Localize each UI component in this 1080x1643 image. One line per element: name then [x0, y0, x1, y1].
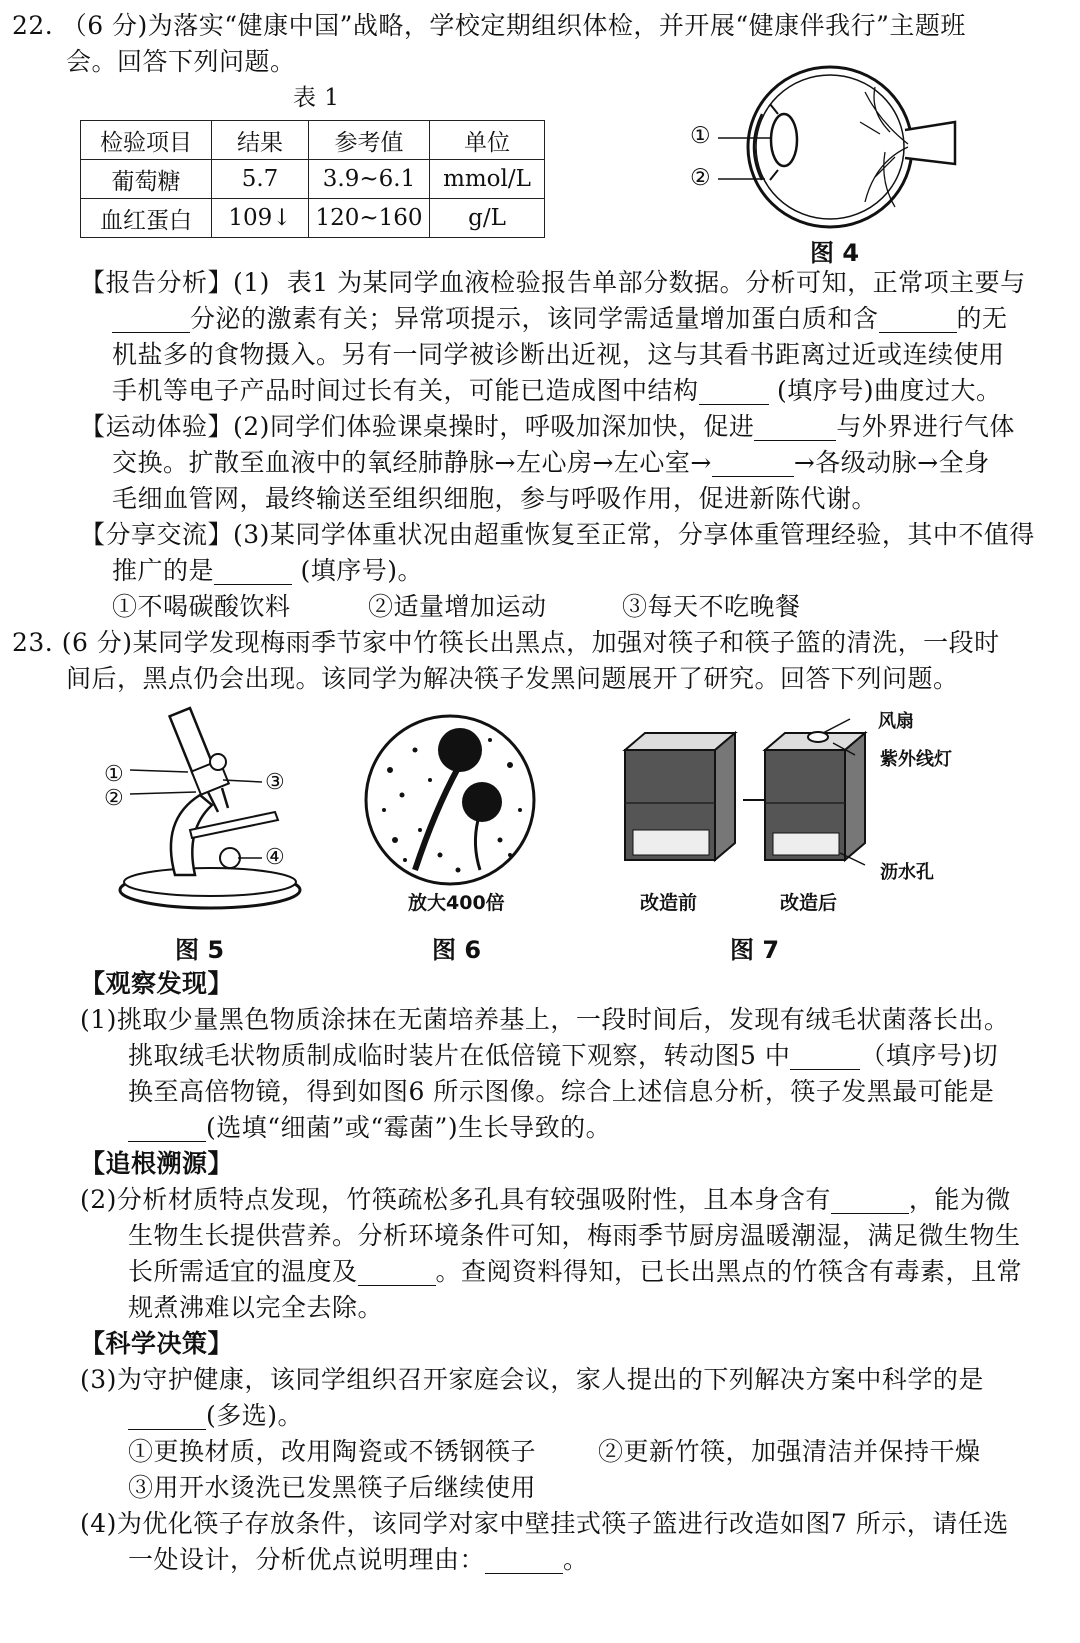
answer-blank[interactable] — [712, 452, 794, 477]
section-title-decide: 【科学决策】 — [80, 1329, 234, 1358]
text-span: 与外界进行气体 — [836, 412, 1015, 441]
eye-diagram — [680, 52, 980, 242]
answer-blank[interactable] — [128, 1117, 206, 1142]
table-header-cell: 结果 — [212, 121, 309, 160]
text-span: (填序号)。 — [292, 556, 423, 585]
table-header-row — [81, 121, 545, 160]
text-span: (填序号)曲度过大。 — [768, 376, 1002, 405]
fig5-marker: ③ — [265, 770, 286, 795]
answer-blank[interactable] — [699, 380, 769, 405]
q22-p3-line2 — [112, 553, 423, 589]
fig7-caption: 图 7 — [730, 936, 780, 964]
text-span: （填序号)切 — [860, 1041, 999, 1070]
text-span: 【运动体验】(2)同学们体验课桌操时，呼吸加深加快，促进 — [80, 412, 755, 441]
text-span: 长所需适宜的温度及 — [128, 1257, 358, 1286]
text-span: 挑取绒毛状物质制成临时装片在低倍镜下观察，转动图5 中 — [128, 1041, 791, 1070]
fig5-marker: ② — [104, 786, 125, 811]
text-span: →各级动脉→全身 — [793, 448, 990, 477]
q22-p1-line2 — [112, 301, 1008, 337]
fig4-marker: ② — [690, 165, 712, 191]
q22-p2-line1 — [80, 409, 1015, 445]
blood-test-table — [80, 120, 545, 238]
q23-s4-line1: (4)为优化筷子存放条件，该同学对家中壁挂式筷子篮进行改造如图7 所示，请任选 — [80, 1509, 1009, 1538]
table-cell: mmol/L — [430, 160, 545, 199]
q22-header-line1: 22. （6 分)为落实“健康中国”战略，学校定期组织体检，并开展“健康伴我行”主题班 — [12, 11, 966, 40]
fig7-after-label: 改造后 — [780, 892, 838, 914]
table-title: 表 1 — [293, 85, 340, 111]
table-cell: 5.7 — [212, 160, 309, 199]
q23-s1-line1: (1)挑取少量黑色物质涂抹在无菌培养基上，一段时间后，发现有绒毛状菌落长出。 — [80, 1005, 1010, 1034]
answer-blank[interactable] — [128, 1405, 206, 1430]
text-span: 。 — [563, 1545, 589, 1574]
text-span: (多选)。 — [206, 1401, 304, 1430]
fig4-caption: 图 4 — [810, 239, 860, 267]
fig5-marker: ④ — [265, 845, 286, 870]
q23-s2-line1 — [80, 1182, 1011, 1218]
table-row — [81, 160, 545, 199]
table-cell: 109↓ — [212, 199, 309, 238]
fig5-marker: ① — [104, 762, 125, 787]
q23-s3-line1: (3)为守护健康，该同学组织召开家庭会议，家人提出的下列解决方案中科学的是 — [80, 1365, 984, 1394]
section-title-trace: 【追根溯源】 — [80, 1149, 234, 1178]
text-span: ，能为微 — [908, 1185, 1011, 1214]
q22-p1-line3: 机盐多的食物摄入。另有一同学被诊断出近视，这与其看书距离过近或连续使用 — [112, 340, 1005, 369]
table-cell: 血红蛋白 — [81, 199, 212, 238]
text-span: 一处设计，分析优点说明理由： — [128, 1545, 486, 1574]
q23-s2-line3 — [128, 1254, 1022, 1290]
text-span: 分泌的激素有关；异常项提示，该同学需适量增加蛋白质和含 — [190, 304, 879, 333]
section-title-observe: 【观察发现】 — [80, 969, 234, 998]
q23-option-1: ①更换材质，改用陶瓷或不锈钢筷子 — [128, 1437, 537, 1466]
q22-p3-line1: 【分享交流】(3)某同学体重状况由超重恢复至正常，分享体重管理经验，其中不值得 — [80, 520, 1035, 549]
fig7-before-label: 改造前 — [640, 892, 698, 914]
table-row — [81, 199, 545, 238]
q23-header-line2: 间后，黑点仍会出现。该同学为解决筷子发黑问题展开了研究。回答下列问题。 — [66, 664, 959, 693]
table-cell: g/L — [430, 199, 545, 238]
answer-blank[interactable] — [754, 416, 836, 441]
fig5-caption: 图 5 — [175, 936, 225, 964]
q23-s1-line2 — [128, 1038, 998, 1074]
text-span: 。查阅资料得知，已长出黑点的竹筷含有毒素，且常 — [435, 1257, 1023, 1286]
q23-s1-line4 — [128, 1110, 611, 1146]
answer-blank[interactable] — [485, 1549, 563, 1574]
text-span: 的无 — [956, 304, 1008, 333]
answer-blank[interactable] — [879, 308, 957, 333]
q23-s3-line2 — [128, 1398, 303, 1434]
text-span: 推广的是 — [112, 556, 215, 585]
table-cell: 葡萄糖 — [81, 160, 212, 199]
fig6-caption: 图 6 — [432, 936, 482, 964]
table-header-cell: 检验项目 — [81, 121, 212, 160]
q23-option-2: ②更新竹筷，加强清洁并保持干燥 — [598, 1437, 981, 1466]
microscope-diagram — [100, 700, 310, 915]
q23-s4-line2 — [128, 1542, 589, 1578]
fig7-fan-label: 风扇 — [878, 711, 914, 732]
mold-micrograph — [360, 710, 540, 890]
q23-header-line1: 23. (6 分)某同学发现梅雨季节家中竹筷长出黑点，加强对筷子和筷子篮的清洗，一段时 — [12, 628, 1000, 657]
q22-p1-line1: 【报告分析】(1) 表1 为某同学血液检验报告单部分数据。分析可知，正常项主要与 — [80, 268, 1026, 297]
table-cell: 3.9~6.1 — [309, 160, 430, 199]
q22-option-3: ③每天不吃晚餐 — [622, 592, 801, 621]
answer-blank[interactable] — [214, 560, 292, 585]
text-span: 手机等电子产品时间过长有关，可能已造成图中结构 — [112, 376, 699, 405]
q23-s2-line2: 生物生长提供营养。分析环境条件可知，梅雨季节厨房温暖潮湿，满足微生物生 — [128, 1221, 1021, 1250]
fig7-drain-hole-label: 沥水孔 — [880, 862, 934, 883]
q22-option-1: ①不喝碳酸饮料 — [112, 592, 291, 621]
text-span: (2)分析材质特点发现，竹筷疏松多孔具有较强吸附性，且本身含有 — [80, 1185, 831, 1214]
q22-p2-line3: 毛细血管网，最终输送至组织细胞，参与呼吸作用，促进新陈代谢。 — [112, 484, 878, 513]
table-header-cell: 参考值 — [309, 121, 430, 160]
answer-blank[interactable] — [790, 1045, 860, 1070]
answer-blank[interactable] — [112, 308, 190, 333]
q22-option-2: ②适量增加运动 — [368, 592, 547, 621]
q22-header-line2: 会。回答下列问题。 — [66, 47, 296, 76]
chopstick-basket-diagram — [615, 705, 875, 890]
q22-p1-line4 — [112, 373, 1001, 409]
q22-p2-line2 — [112, 445, 990, 481]
table-header-cell: 单位 — [430, 121, 545, 160]
answer-blank[interactable] — [831, 1189, 909, 1214]
table-cell: 120~160 — [309, 199, 430, 238]
text-span: (选填“细菌”或“霉菌”)生长导致的。 — [206, 1113, 612, 1142]
answer-blank[interactable] — [358, 1261, 436, 1286]
q23-option-3: ③用开水烫洗已发黑筷子后继续使用 — [128, 1473, 537, 1502]
fig7-uv-lamp-label: 紫外线灯 — [880, 749, 952, 770]
fig6-magnification-label: 放大400倍 — [408, 892, 505, 914]
fig4-marker: ① — [690, 123, 712, 149]
q23-s2-line4: 规煮沸难以完全去除。 — [128, 1293, 384, 1322]
text-span: 交换。扩散至血液中的氧经肺静脉→左心房→左心室→ — [112, 448, 712, 477]
q23-s1-line3: 换至高倍物镜，得到如图6 所示图像。综合上述信息分析，筷子发黑最可能是 — [128, 1077, 995, 1106]
